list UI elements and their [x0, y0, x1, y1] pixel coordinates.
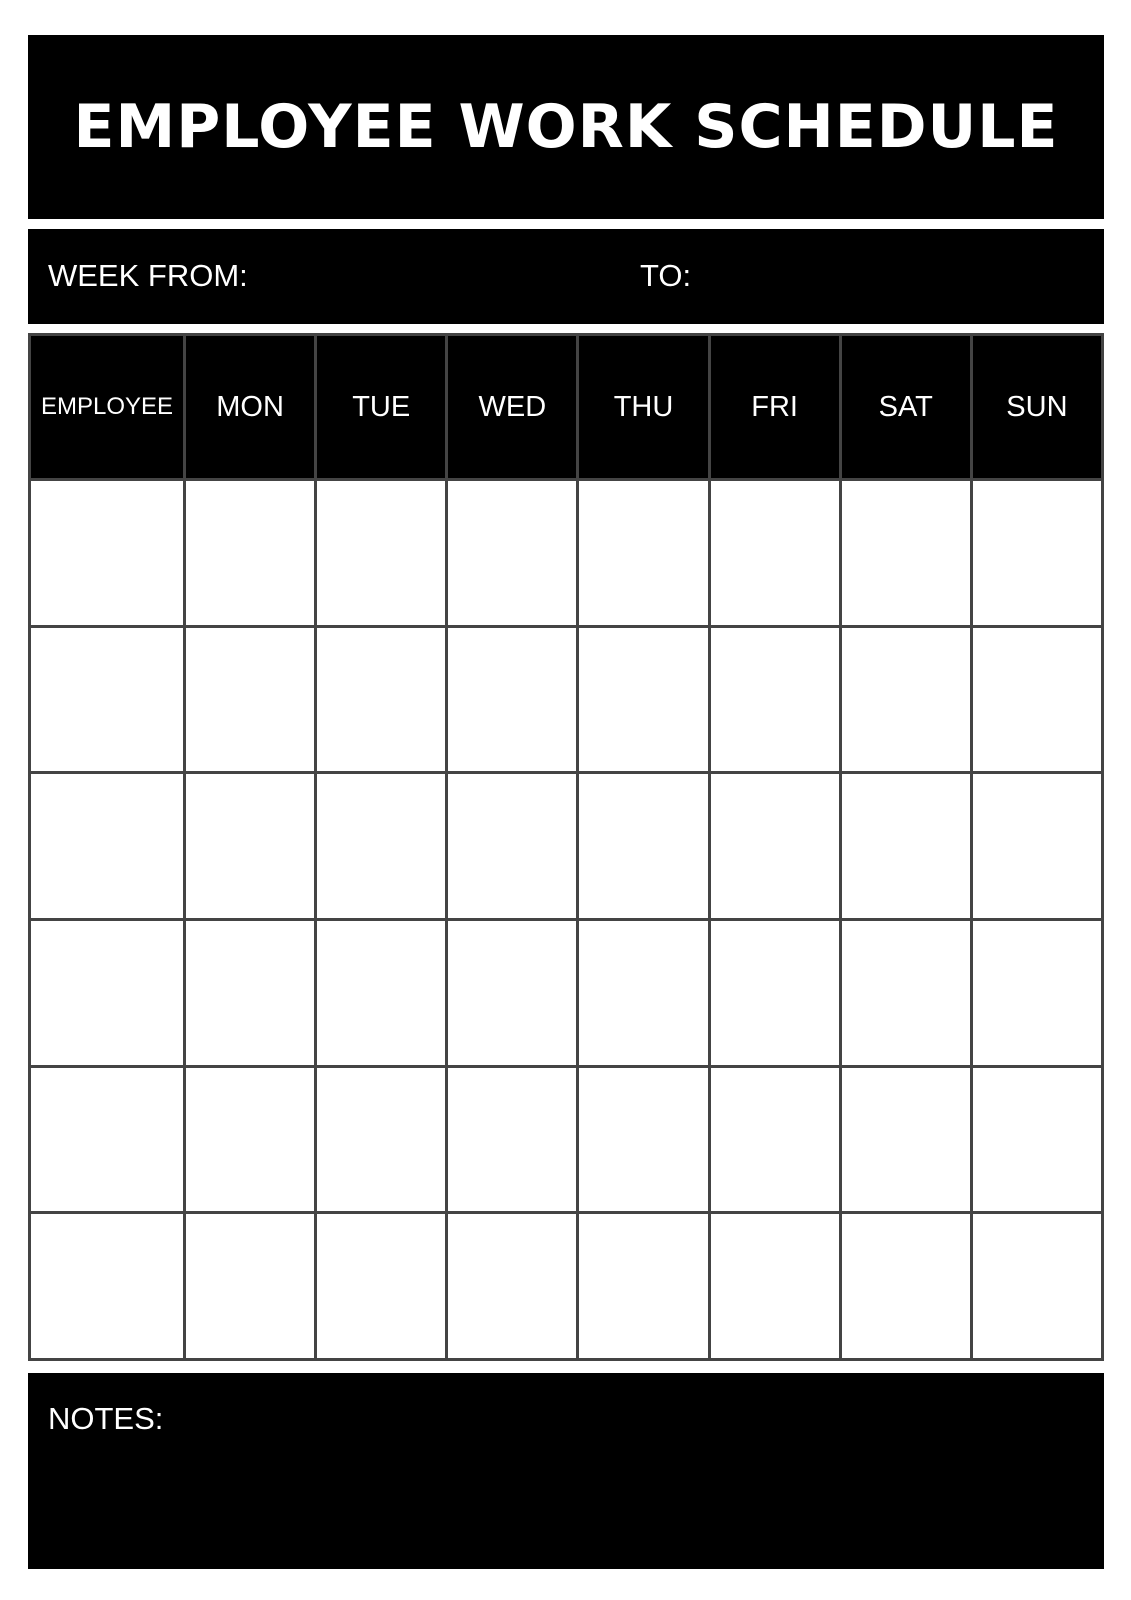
shift-cell[interactable] [709, 1066, 840, 1213]
shift-cell[interactable] [316, 773, 447, 920]
table-row [30, 773, 1103, 920]
shift-cell[interactable] [971, 919, 1102, 1066]
shift-cell[interactable] [447, 626, 578, 773]
schedule-body [30, 480, 1103, 1360]
shift-cell[interactable] [447, 1066, 578, 1213]
table-row [30, 626, 1103, 773]
column-header-sun: SUN [971, 335, 1102, 480]
shift-cell[interactable] [316, 919, 447, 1066]
shift-cell[interactable] [709, 480, 840, 627]
shift-cell[interactable] [185, 919, 316, 1066]
page-title: EMPLOYEE WORK SCHEDULE [73, 92, 1059, 162]
week-range-bar [28, 229, 1104, 324]
employee-name-cell[interactable] [30, 626, 185, 773]
shift-cell[interactable] [316, 1066, 447, 1213]
week-to-label: TO: [640, 258, 692, 293]
shift-cell[interactable] [578, 1213, 709, 1360]
shift-cell[interactable] [578, 480, 709, 627]
notes-label: NOTES: [48, 1401, 164, 1436]
table-row [30, 480, 1103, 627]
column-header-sat: SAT [840, 335, 971, 480]
shift-cell[interactable] [709, 773, 840, 920]
employee-name-cell[interactable] [30, 1213, 185, 1360]
table-row [30, 919, 1103, 1066]
shift-cell[interactable] [840, 480, 971, 627]
employee-name-cell[interactable] [30, 919, 185, 1066]
column-header-employee: EMPLOYEE [30, 335, 185, 480]
shift-cell[interactable] [578, 919, 709, 1066]
shift-cell[interactable] [971, 626, 1102, 773]
schedule-table [28, 333, 1104, 1361]
shift-cell[interactable] [185, 480, 316, 627]
shift-cell[interactable] [709, 1213, 840, 1360]
shift-cell[interactable] [185, 1066, 316, 1213]
shift-cell[interactable] [709, 919, 840, 1066]
shift-cell[interactable] [447, 773, 578, 920]
shift-cell[interactable] [840, 773, 971, 920]
column-header-thu: THU [578, 335, 709, 480]
employee-name-cell[interactable] [30, 773, 185, 920]
shift-cell[interactable] [316, 1213, 447, 1360]
header-row [30, 335, 1103, 480]
shift-cell[interactable] [971, 480, 1102, 627]
shift-cell[interactable] [447, 1213, 578, 1360]
shift-cell[interactable] [316, 480, 447, 627]
column-header-fri: FRI [709, 335, 840, 480]
employee-name-cell[interactable] [30, 1066, 185, 1213]
shift-cell[interactable] [185, 773, 316, 920]
shift-cell[interactable] [840, 1066, 971, 1213]
shift-cell[interactable] [578, 773, 709, 920]
shift-cell[interactable] [578, 1066, 709, 1213]
shift-cell[interactable] [447, 480, 578, 627]
shift-cell[interactable] [185, 626, 316, 773]
shift-cell[interactable] [709, 626, 840, 773]
column-header-mon: MON [185, 335, 316, 480]
shift-cell[interactable] [840, 1213, 971, 1360]
table-row [30, 1066, 1103, 1213]
title-banner [28, 35, 1104, 219]
shift-cell[interactable] [971, 1213, 1102, 1360]
table-row [30, 1213, 1103, 1360]
shift-cell[interactable] [971, 773, 1102, 920]
shift-cell[interactable] [316, 626, 447, 773]
shift-cell[interactable] [578, 626, 709, 773]
shift-cell[interactable] [971, 1066, 1102, 1213]
shift-cell[interactable] [185, 1213, 316, 1360]
shift-cell[interactable] [447, 919, 578, 1066]
column-header-tue: TUE [316, 335, 447, 480]
shift-cell[interactable] [840, 919, 971, 1066]
shift-cell[interactable] [840, 626, 971, 773]
employee-name-cell[interactable] [30, 480, 185, 627]
week-from-label: WEEK FROM: [48, 258, 248, 293]
column-header-wed: WED [447, 335, 578, 480]
notes-panel [28, 1373, 1104, 1569]
